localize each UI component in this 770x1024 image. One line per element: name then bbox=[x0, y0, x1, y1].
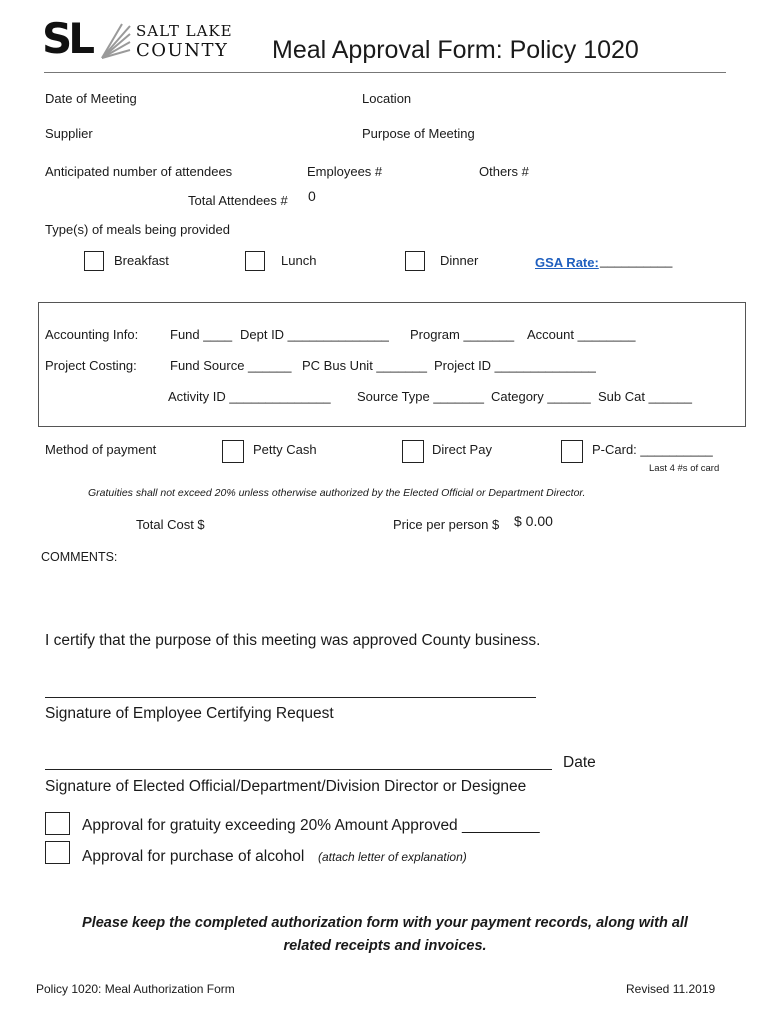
petty-cash-checkbox[interactable] bbox=[222, 440, 244, 463]
account-field[interactable]: Account ________ bbox=[527, 327, 636, 342]
employees-count-label: Employees # bbox=[307, 164, 383, 179]
price-per-person-value[interactable]: $ 0.00 bbox=[514, 513, 553, 529]
county-logo bbox=[42, 14, 254, 66]
official-signature-line[interactable] bbox=[45, 769, 552, 770]
logo-line-2: COUNTY bbox=[136, 40, 229, 61]
direct-pay-checkbox[interactable] bbox=[402, 440, 424, 463]
gsa-rate-blank[interactable]: __________ bbox=[600, 253, 673, 268]
purpose-label: Purpose of Meeting bbox=[362, 126, 475, 141]
date-of-meeting-label: Date of Meeting bbox=[45, 91, 137, 106]
comments-label: COMMENTS: bbox=[41, 550, 118, 564]
petty-cash-label: Petty Cash bbox=[253, 442, 317, 457]
official-signature-label: Signature of Elected Official/Department/Division Director or Designee bbox=[45, 778, 527, 795]
anticipated-attendees-label: Anticipated number of attendees bbox=[45, 164, 233, 179]
p-card-field[interactable]: P-Card: __________ bbox=[592, 442, 713, 457]
employee-signature-line[interactable] bbox=[45, 697, 536, 698]
gratuity-note: Gratuities shall not exceed 20% unless otherwise authorized by the Elected Official or Department Director. bbox=[88, 487, 586, 499]
gratuity-approval-checkbox[interactable] bbox=[45, 812, 70, 835]
fund-source-field[interactable]: Fund Source ______ bbox=[170, 358, 292, 373]
date-label: Date bbox=[563, 754, 596, 771]
supplier-label: Supplier bbox=[45, 126, 93, 141]
fund-field[interactable]: Fund ____ bbox=[170, 327, 233, 342]
footer-right: Revised 11.2019 bbox=[626, 982, 716, 996]
employee-signature-label: Signature of Employee Certifying Request bbox=[45, 705, 334, 722]
logo-mark: SL bbox=[42, 14, 92, 63]
gsa-rate-link[interactable]: GSA Rate: bbox=[535, 255, 599, 270]
title-rule bbox=[44, 72, 726, 73]
footer-left: Policy 1020: Meal Authorization Form bbox=[36, 982, 235, 996]
accounting-info-label: Accounting Info: bbox=[45, 327, 139, 342]
form-title: Meal Approval Form: Policy 1020 bbox=[272, 36, 639, 64]
direct-pay-label: Direct Pay bbox=[432, 442, 492, 457]
breakfast-checkbox[interactable] bbox=[84, 251, 104, 271]
source-type-field[interactable]: Source Type _______ bbox=[357, 389, 484, 404]
dinner-label: Dinner bbox=[440, 253, 479, 268]
logo-rays-icon bbox=[100, 22, 132, 60]
alcohol-approval-note: (attach letter of explanation) bbox=[318, 850, 467, 864]
total-cost-label: Total Cost $ bbox=[136, 517, 205, 532]
price-per-person-label: Price per person $ bbox=[393, 517, 500, 532]
activity-id-field[interactable]: Activity ID ______________ bbox=[168, 389, 331, 404]
gratuity-approval-label: Approval for gratuity exceeding 20% Amount Approved _________ bbox=[82, 817, 540, 834]
program-field[interactable]: Program _______ bbox=[410, 327, 515, 342]
sub-cat-field[interactable]: Sub Cat ______ bbox=[598, 389, 692, 404]
total-attendees-label: Total Attendees # bbox=[188, 193, 288, 208]
category-field[interactable]: Category ______ bbox=[491, 389, 591, 404]
reminder-line-1: Please keep the completed authorization form with your payment records, along with all bbox=[82, 915, 688, 931]
reminder-line-2: related receipts and invoices. bbox=[283, 938, 487, 954]
lunch-checkbox[interactable] bbox=[245, 251, 265, 271]
breakfast-label: Breakfast bbox=[114, 253, 169, 268]
others-count-label: Others # bbox=[479, 164, 529, 179]
lunch-label: Lunch bbox=[281, 253, 317, 268]
certify-statement: I certify that the purpose of this meeting was approved County business. bbox=[45, 632, 541, 649]
logo-line-1: SALT LAKE bbox=[136, 22, 233, 40]
pc-bus-unit-field[interactable]: PC Bus Unit _______ bbox=[302, 358, 428, 373]
dinner-checkbox[interactable] bbox=[405, 251, 425, 271]
alcohol-approval-checkbox[interactable] bbox=[45, 841, 70, 864]
dept-id-field[interactable]: Dept ID ______________ bbox=[240, 327, 389, 342]
meal-types-label: Type(s) of meals being provided bbox=[45, 222, 230, 237]
project-id-field[interactable]: Project ID ______________ bbox=[434, 358, 596, 373]
p-card-note: Last 4 #s of card bbox=[649, 463, 720, 474]
project-costing-label: Project Costing: bbox=[45, 358, 137, 373]
p-card-checkbox[interactable] bbox=[561, 440, 583, 463]
location-label: Location bbox=[362, 91, 412, 106]
payment-method-label: Method of payment bbox=[45, 442, 157, 457]
alcohol-approval-label: Approval for purchase of alcohol bbox=[82, 848, 305, 865]
total-attendees-value[interactable]: 0 bbox=[308, 188, 316, 204]
